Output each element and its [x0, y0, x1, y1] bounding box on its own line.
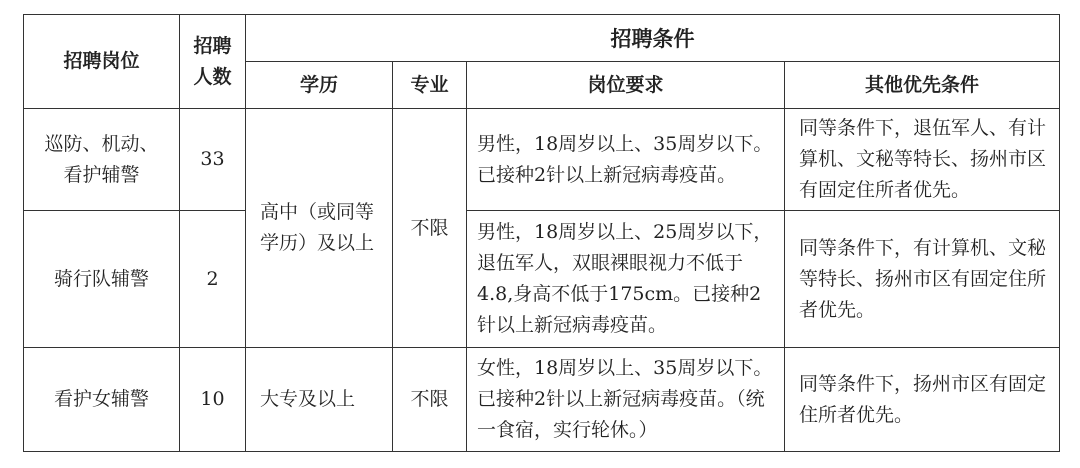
- header-requirements: 岗位要求: [467, 62, 785, 109]
- header-row-1: [24, 15, 1060, 62]
- header-position: 招聘岗位: [24, 15, 180, 109]
- row-education-merged: 高中（或同等学历）及以上: [246, 109, 393, 348]
- header-count-text: 招聘人数: [193, 34, 232, 88]
- table-row: [24, 211, 1060, 348]
- table-row: [24, 348, 1060, 452]
- row-priority: 同等条件下，退伍军人、有计算机、文秘等特长、扬州市区有固定住所者优先。: [785, 109, 1060, 211]
- row-priority: 同等条件下，扬州市区有固定住所者优先。: [785, 348, 1060, 452]
- header-education: 学历: [246, 62, 393, 109]
- row-position: 看护女辅警: [24, 348, 180, 452]
- row-major: 不限: [393, 348, 467, 452]
- row-count: 33: [180, 109, 246, 211]
- row-position: 骑行队辅警: [24, 211, 180, 348]
- recruitment-table: [23, 14, 1060, 452]
- row-requirements: 男性，18周岁以上、25周岁以下，退伍军人，双眼裸眼视力不低于4.8,身高不低于175cm。已接种2针以上新冠病毒疫苗。: [467, 211, 785, 348]
- row-position: 巡防、机动、看护辅警: [24, 109, 180, 211]
- row-requirements: 男性，18周岁以上、35周岁以下。已接种2针以上新冠病毒疫苗。: [467, 109, 785, 211]
- header-priority: 其他优先条件: [785, 62, 1060, 109]
- row-count: 2: [180, 211, 246, 348]
- header-conditions: 招聘条件: [246, 15, 1060, 62]
- row-major-merged: 不限: [393, 109, 467, 348]
- row-priority: 同等条件下，有计算机、文秘等特长、扬州市区有固定住所者优先。: [785, 211, 1060, 348]
- header-major: 专业: [393, 62, 467, 109]
- header-count: [180, 15, 246, 109]
- row-requirements: 女性，18周岁以上、35周岁以下。已接种2针以上新冠病毒疫苗。（统一食宿，实行轮休。）: [467, 348, 785, 452]
- table-row: [24, 109, 1060, 211]
- row-count: 10: [180, 348, 246, 452]
- row-education: 大专及以上: [246, 348, 393, 452]
